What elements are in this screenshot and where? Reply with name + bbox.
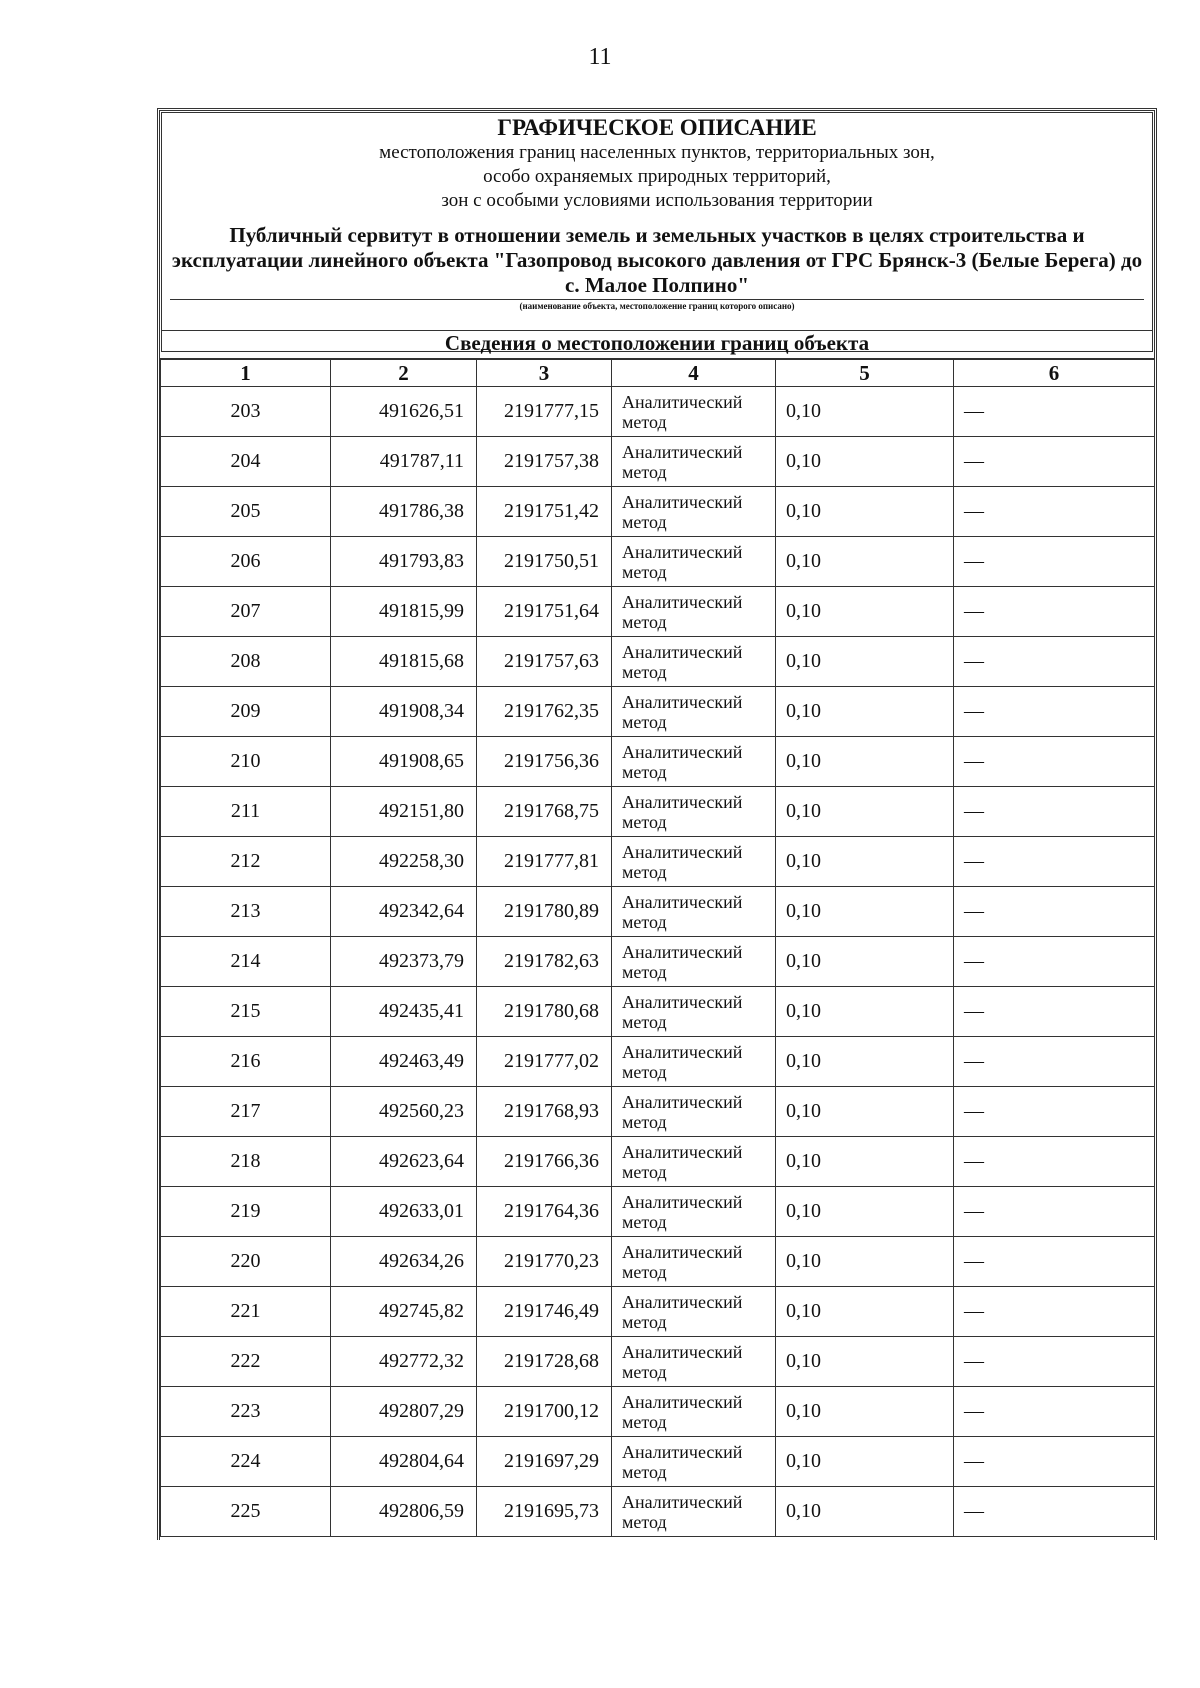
table-row <box>161 387 1155 437</box>
x-coordinate-cell: 492342,64 <box>331 887 477 937</box>
method-cell: Аналитический метод <box>612 787 776 837</box>
table-row <box>161 1037 1155 1087</box>
description-cell: — <box>954 1287 1155 1337</box>
point-number-cell: 218 <box>161 1137 331 1187</box>
table-row <box>161 837 1155 887</box>
description-cell: — <box>954 1137 1155 1187</box>
table-row <box>161 1187 1155 1237</box>
y-coordinate-cell: 2191757,38 <box>477 437 612 487</box>
y-coordinate-cell: 2191757,63 <box>477 637 612 687</box>
description-cell: — <box>954 1087 1155 1137</box>
accuracy-cell: 0,10 <box>776 587 954 637</box>
accuracy-cell: 0,10 <box>776 487 954 537</box>
method-cell: Аналитический метод <box>612 1137 776 1187</box>
y-coordinate-cell: 2191780,89 <box>477 887 612 937</box>
x-coordinate-cell: 491815,99 <box>331 587 477 637</box>
accuracy-cell: 0,10 <box>776 537 954 587</box>
method-cell: Аналитический метод <box>612 1037 776 1087</box>
point-number-cell: 216 <box>161 1037 331 1087</box>
y-coordinate-cell: 2191762,35 <box>477 687 612 737</box>
y-coordinate-cell: 2191777,15 <box>477 387 612 437</box>
x-coordinate-cell: 491626,51 <box>331 387 477 437</box>
accuracy-cell: 0,10 <box>776 987 954 1037</box>
table-row <box>161 887 1155 937</box>
method-cell: Аналитический метод <box>612 687 776 737</box>
x-coordinate-cell: 492623,64 <box>331 1137 477 1187</box>
accuracy-cell: 0,10 <box>776 1287 954 1337</box>
section-title: Сведения о местоположении границ объекта <box>161 330 1153 354</box>
y-coordinate-cell: 2191700,12 <box>477 1387 612 1437</box>
method-cell: Аналитический метод <box>612 1287 776 1337</box>
y-coordinate-cell: 2191782,63 <box>477 937 612 987</box>
table-row <box>161 1137 1155 1187</box>
point-number-cell: 223 <box>161 1387 331 1437</box>
method-cell: Аналитический метод <box>612 937 776 987</box>
method-cell: Аналитический метод <box>612 1337 776 1387</box>
point-number-cell: 214 <box>161 937 331 987</box>
method-cell: Аналитический метод <box>612 437 776 487</box>
object-name: Публичный сервитут в отношении земель и земельных участков в целях строительства и эксплуатации линейного объекта "Газопровод высокого давления от ГРС Брянск-3 (Белые Берега) до с. Малое Полпино" <box>171 223 1143 297</box>
x-coordinate-cell: 491908,65 <box>331 737 477 787</box>
x-coordinate-cell: 492151,80 <box>331 787 477 837</box>
point-number-cell: 203 <box>161 387 331 437</box>
x-coordinate-cell: 492560,23 <box>331 1087 477 1137</box>
point-number-cell: 220 <box>161 1237 331 1287</box>
x-coordinate-cell: 491787,11 <box>331 437 477 487</box>
table-row <box>161 1487 1155 1537</box>
accuracy-cell: 0,10 <box>776 787 954 837</box>
accuracy-cell: 0,10 <box>776 887 954 937</box>
x-coordinate-cell: 492463,49 <box>331 1037 477 1087</box>
method-cell: Аналитический метод <box>612 1187 776 1237</box>
x-coordinate-cell: 491908,34 <box>331 687 477 737</box>
description-cell: — <box>954 1387 1155 1437</box>
description-cell: — <box>954 537 1155 587</box>
accuracy-cell: 0,10 <box>776 1137 954 1187</box>
table-row <box>161 737 1155 787</box>
point-number-cell: 204 <box>161 437 331 487</box>
table-row <box>161 1437 1155 1487</box>
x-coordinate-cell: 492806,59 <box>331 1487 477 1537</box>
x-coordinate-cell: 492807,29 <box>331 1387 477 1437</box>
accuracy-cell: 0,10 <box>776 1237 954 1287</box>
description-cell: — <box>954 1337 1155 1387</box>
table-row <box>161 1387 1155 1437</box>
coordinates-table-body <box>161 359 1155 1537</box>
accuracy-cell: 0,10 <box>776 1037 954 1087</box>
x-coordinate-cell: 492633,01 <box>331 1187 477 1237</box>
column-header: 3 <box>477 359 612 387</box>
x-coordinate-cell: 492804,64 <box>331 1437 477 1487</box>
accuracy-cell: 0,10 <box>776 837 954 887</box>
accuracy-cell: 0,10 <box>776 737 954 787</box>
point-number-cell: 207 <box>161 587 331 637</box>
accuracy-cell: 0,10 <box>776 1437 954 1487</box>
table-row <box>161 687 1155 737</box>
description-cell: — <box>954 787 1155 837</box>
table-row <box>161 1287 1155 1337</box>
point-number-cell: 208 <box>161 637 331 687</box>
point-number-cell: 219 <box>161 1187 331 1237</box>
x-coordinate-cell: 491786,38 <box>331 487 477 537</box>
method-cell: Аналитический метод <box>612 1387 776 1437</box>
document-title: ГРАФИЧЕСКОЕ ОПИСАНИЕ <box>497 115 817 140</box>
y-coordinate-cell: 2191780,68 <box>477 987 612 1037</box>
coordinates-table <box>160 358 1155 1537</box>
point-number-cell: 222 <box>161 1337 331 1387</box>
method-cell: Аналитический метод <box>612 537 776 587</box>
method-cell: Аналитический метод <box>612 1487 776 1537</box>
page-number: 11 <box>588 44 612 70</box>
method-cell: Аналитический метод <box>612 487 776 537</box>
y-coordinate-cell: 2191768,75 <box>477 787 612 837</box>
point-number-cell: 210 <box>161 737 331 787</box>
description-cell: — <box>954 937 1155 987</box>
accuracy-cell: 0,10 <box>776 1337 954 1387</box>
point-number-cell: 221 <box>161 1287 331 1337</box>
point-number-cell: 215 <box>161 987 331 1037</box>
object-caption: (наименование объекта, местоположение границ которого описано) <box>519 301 795 311</box>
point-number-cell: 209 <box>161 687 331 737</box>
point-number-cell: 212 <box>161 837 331 887</box>
description-cell: — <box>954 837 1155 887</box>
accuracy-cell: 0,10 <box>776 637 954 687</box>
method-cell: Аналитический метод <box>612 1237 776 1287</box>
description-cell: — <box>954 437 1155 487</box>
table-row <box>161 637 1155 687</box>
table-row <box>161 987 1155 1037</box>
column-header: 1 <box>161 359 331 387</box>
method-cell: Аналитический метод <box>612 1087 776 1137</box>
y-coordinate-cell: 2191697,29 <box>477 1437 612 1487</box>
y-coordinate-cell: 2191777,02 <box>477 1037 612 1087</box>
point-number-cell: 217 <box>161 1087 331 1137</box>
description-cell: — <box>954 987 1155 1037</box>
accuracy-cell: 0,10 <box>776 1087 954 1137</box>
accuracy-cell: 0,10 <box>776 437 954 487</box>
x-coordinate-cell: 492258,30 <box>331 837 477 887</box>
x-coordinate-cell: 492373,79 <box>331 937 477 987</box>
point-number-cell: 213 <box>161 887 331 937</box>
point-number-cell: 225 <box>161 1487 331 1537</box>
method-cell: Аналитический метод <box>612 837 776 887</box>
accuracy-cell: 0,10 <box>776 387 954 437</box>
y-coordinate-cell: 2191770,23 <box>477 1237 612 1287</box>
method-cell: Аналитический метод <box>612 587 776 637</box>
document-header <box>161 112 1153 352</box>
x-coordinate-cell: 491793,83 <box>331 537 477 587</box>
method-cell: Аналитический метод <box>612 987 776 1037</box>
table-row <box>161 437 1155 487</box>
y-coordinate-cell: 2191751,64 <box>477 587 612 637</box>
column-header: 2 <box>331 359 477 387</box>
description-cell: — <box>954 387 1155 437</box>
description-cell: — <box>954 587 1155 637</box>
table-row <box>161 587 1155 637</box>
method-cell: Аналитический метод <box>612 387 776 437</box>
y-coordinate-cell: 2191751,42 <box>477 487 612 537</box>
method-cell: Аналитический метод <box>612 637 776 687</box>
table-row <box>161 787 1155 837</box>
description-cell: — <box>954 737 1155 787</box>
y-coordinate-cell: 2191764,36 <box>477 1187 612 1237</box>
method-cell: Аналитический метод <box>612 1437 776 1487</box>
y-coordinate-cell: 2191766,36 <box>477 1137 612 1187</box>
accuracy-cell: 0,10 <box>776 1487 954 1537</box>
x-coordinate-cell: 492435,41 <box>331 987 477 1037</box>
method-cell: Аналитический метод <box>612 737 776 787</box>
description-cell: — <box>954 487 1155 537</box>
column-header: 6 <box>954 359 1155 387</box>
point-number-cell: 224 <box>161 1437 331 1487</box>
description-cell: — <box>954 687 1155 737</box>
table-row <box>161 537 1155 587</box>
description-cell: — <box>954 887 1155 937</box>
table-row <box>161 937 1155 987</box>
description-cell: — <box>954 1187 1155 1237</box>
x-coordinate-cell: 492634,26 <box>331 1237 477 1287</box>
point-number-cell: 205 <box>161 487 331 537</box>
point-number-cell: 206 <box>161 537 331 587</box>
description-cell: — <box>954 1037 1155 1087</box>
x-coordinate-cell: 492772,32 <box>331 1337 477 1387</box>
table-row <box>161 1087 1155 1137</box>
y-coordinate-cell: 2191746,49 <box>477 1287 612 1337</box>
x-coordinate-cell: 491815,68 <box>331 637 477 687</box>
y-coordinate-cell: 2191768,93 <box>477 1087 612 1137</box>
method-cell: Аналитический метод <box>612 887 776 937</box>
y-coordinate-cell: 2191750,51 <box>477 537 612 587</box>
y-coordinate-cell: 2191756,36 <box>477 737 612 787</box>
description-cell: — <box>954 1437 1155 1487</box>
table-header-row <box>161 359 1155 387</box>
accuracy-cell: 0,10 <box>776 1387 954 1437</box>
y-coordinate-cell: 2191777,81 <box>477 837 612 887</box>
description-cell: — <box>954 1487 1155 1537</box>
subtitle-line-3: зон с особыми условиями использования территории <box>441 190 873 211</box>
table-row <box>161 1337 1155 1387</box>
y-coordinate-cell: 2191695,73 <box>477 1487 612 1537</box>
accuracy-cell: 0,10 <box>776 937 954 987</box>
table-row <box>161 1237 1155 1287</box>
accuracy-cell: 0,10 <box>776 687 954 737</box>
column-header: 4 <box>612 359 776 387</box>
column-header: 5 <box>776 359 954 387</box>
subtitle-line-1: местоположения границ населенных пунктов, территориальных зон, <box>379 142 935 163</box>
y-coordinate-cell: 2191728,68 <box>477 1337 612 1387</box>
accuracy-cell: 0,10 <box>776 1187 954 1237</box>
description-cell: — <box>954 637 1155 687</box>
subtitle-line-2: особо охраняемых природных территорий, <box>483 166 831 187</box>
table-row <box>161 487 1155 537</box>
point-number-cell: 211 <box>161 787 331 837</box>
description-cell: — <box>954 1237 1155 1287</box>
x-coordinate-cell: 492745,82 <box>331 1287 477 1337</box>
